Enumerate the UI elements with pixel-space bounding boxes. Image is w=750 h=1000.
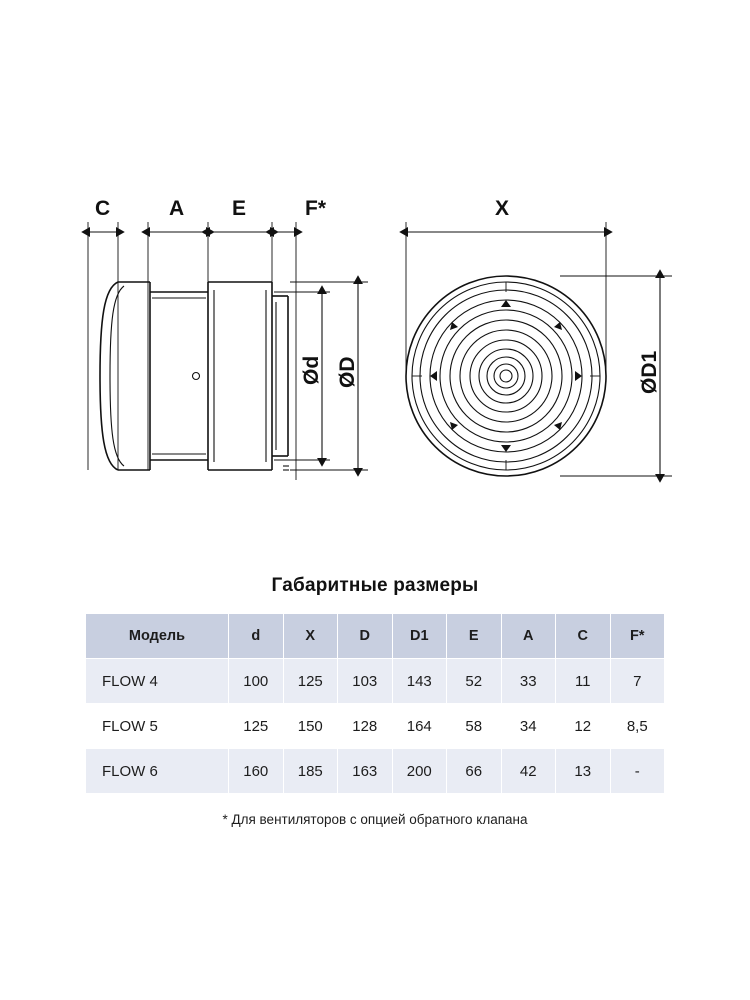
col-header-C: C <box>556 614 611 659</box>
cell-D1: 164 <box>392 704 447 749</box>
cell-d: 160 <box>229 749 284 794</box>
cell-A: 42 <box>501 749 556 794</box>
table-header-row <box>86 614 665 659</box>
cell-F: 7 <box>610 659 665 704</box>
cell-D1: 200 <box>392 749 447 794</box>
cell-C: 13 <box>556 749 611 794</box>
cell-model: FLOW 6 <box>86 749 229 794</box>
side-view <box>88 197 368 480</box>
col-header-model: Модель <box>86 614 229 659</box>
front-view <box>406 197 672 476</box>
dim-label-od: Ød <box>300 355 323 385</box>
cell-X: 185 <box>283 749 338 794</box>
dim-label-OD: ØD <box>336 356 359 388</box>
dim-label-OD1: ØD1 <box>638 350 661 394</box>
col-header-X: X <box>283 614 338 659</box>
cell-D: 128 <box>338 704 393 749</box>
table-row <box>86 704 665 749</box>
dim-label-F: F* <box>305 197 326 220</box>
dimensions-table <box>85 613 665 794</box>
cell-E: 58 <box>447 704 502 749</box>
cell-C: 11 <box>556 659 611 704</box>
cell-model: FLOW 4 <box>86 659 229 704</box>
cell-d: 125 <box>229 704 284 749</box>
table-row <box>86 659 665 704</box>
dim-label-E: E <box>232 197 247 220</box>
cell-X: 125 <box>283 659 338 704</box>
cell-E: 52 <box>447 659 502 704</box>
col-header-D1: D1 <box>392 614 447 659</box>
col-header-F: F* <box>610 614 665 659</box>
col-header-A: A <box>501 614 556 659</box>
col-header-D: D <box>338 614 393 659</box>
cell-D: 163 <box>338 749 393 794</box>
cell-F: 8,5 <box>610 704 665 749</box>
dim-label-A: A <box>169 197 185 220</box>
cell-D1: 143 <box>392 659 447 704</box>
cell-E: 66 <box>447 749 502 794</box>
dim-label-X: X <box>495 197 510 220</box>
col-header-d: d <box>229 614 284 659</box>
cell-F: - <box>610 749 665 794</box>
dimensions-table-block <box>0 575 750 827</box>
cell-D: 103 <box>338 659 393 704</box>
cell-d: 100 <box>229 659 284 704</box>
cell-X: 150 <box>283 704 338 749</box>
table-title: Габаритные размеры <box>271 575 479 596</box>
col-header-E: E <box>447 614 502 659</box>
table-footnote: * Для вентиляторов с опцией обратного клапана <box>222 812 528 827</box>
cell-A: 33 <box>501 659 556 704</box>
technical-drawing <box>0 170 750 530</box>
dim-label-C: C <box>95 197 111 220</box>
cell-A: 34 <box>501 704 556 749</box>
cell-model: FLOW 5 <box>86 704 229 749</box>
table-row <box>86 749 665 794</box>
cell-C: 12 <box>556 704 611 749</box>
